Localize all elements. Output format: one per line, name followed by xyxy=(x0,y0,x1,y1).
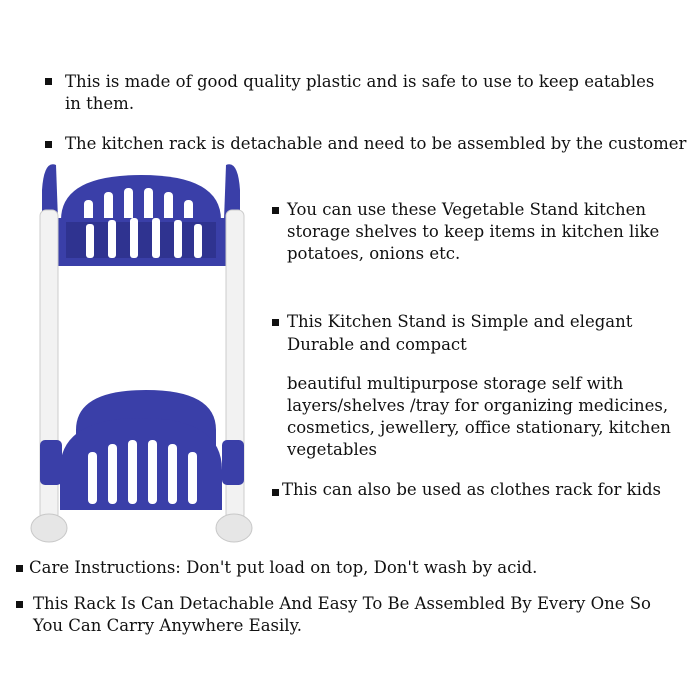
bullet-marker xyxy=(45,78,52,85)
right-foot xyxy=(216,514,252,542)
bullet-marker xyxy=(45,141,52,148)
bullet-marker xyxy=(272,489,279,496)
bullet-marker xyxy=(272,207,279,214)
feature-durable-text: Durable and compact xyxy=(287,335,467,354)
assembly-info-text: This Rack Is Can Detachable And Easy To Be Assembled By Every One So You Can Carry Anywhere Easily. xyxy=(33,594,651,635)
feature-quality-text: This is made of good quality plastic and is safe to use to keep eatables in them. xyxy=(65,72,655,113)
care-instructions-text: Care Instructions: Don't put load on top, Don't wash by acid. xyxy=(29,558,538,577)
kitchen-rack-image xyxy=(26,160,256,550)
left-foot xyxy=(31,514,67,542)
bullet-marker xyxy=(16,565,23,572)
feature-detachable-text: The kitchen rack is detachable and need to be assembled by the customer xyxy=(65,134,687,153)
feature-simple-elegant-text: This Kitchen Stand is Simple and elegant xyxy=(287,312,633,331)
bullet-marker xyxy=(16,601,23,608)
feature-multipurpose-text: beautiful multipurpose storage self with layers/shelves /tray for organizing medicines, cosmetics, jewellery, office stationary, kitchen vegetables xyxy=(287,374,671,459)
feature-vegetable-stand-text: You can use these Vegetable Stand kitchen storage shelves to keep items in kitchen like potatoes, onions etc. xyxy=(287,200,660,263)
bullet-marker xyxy=(272,319,279,326)
feature-clothes-rack-text: This can also be used as clothes rack for kids xyxy=(282,480,661,499)
